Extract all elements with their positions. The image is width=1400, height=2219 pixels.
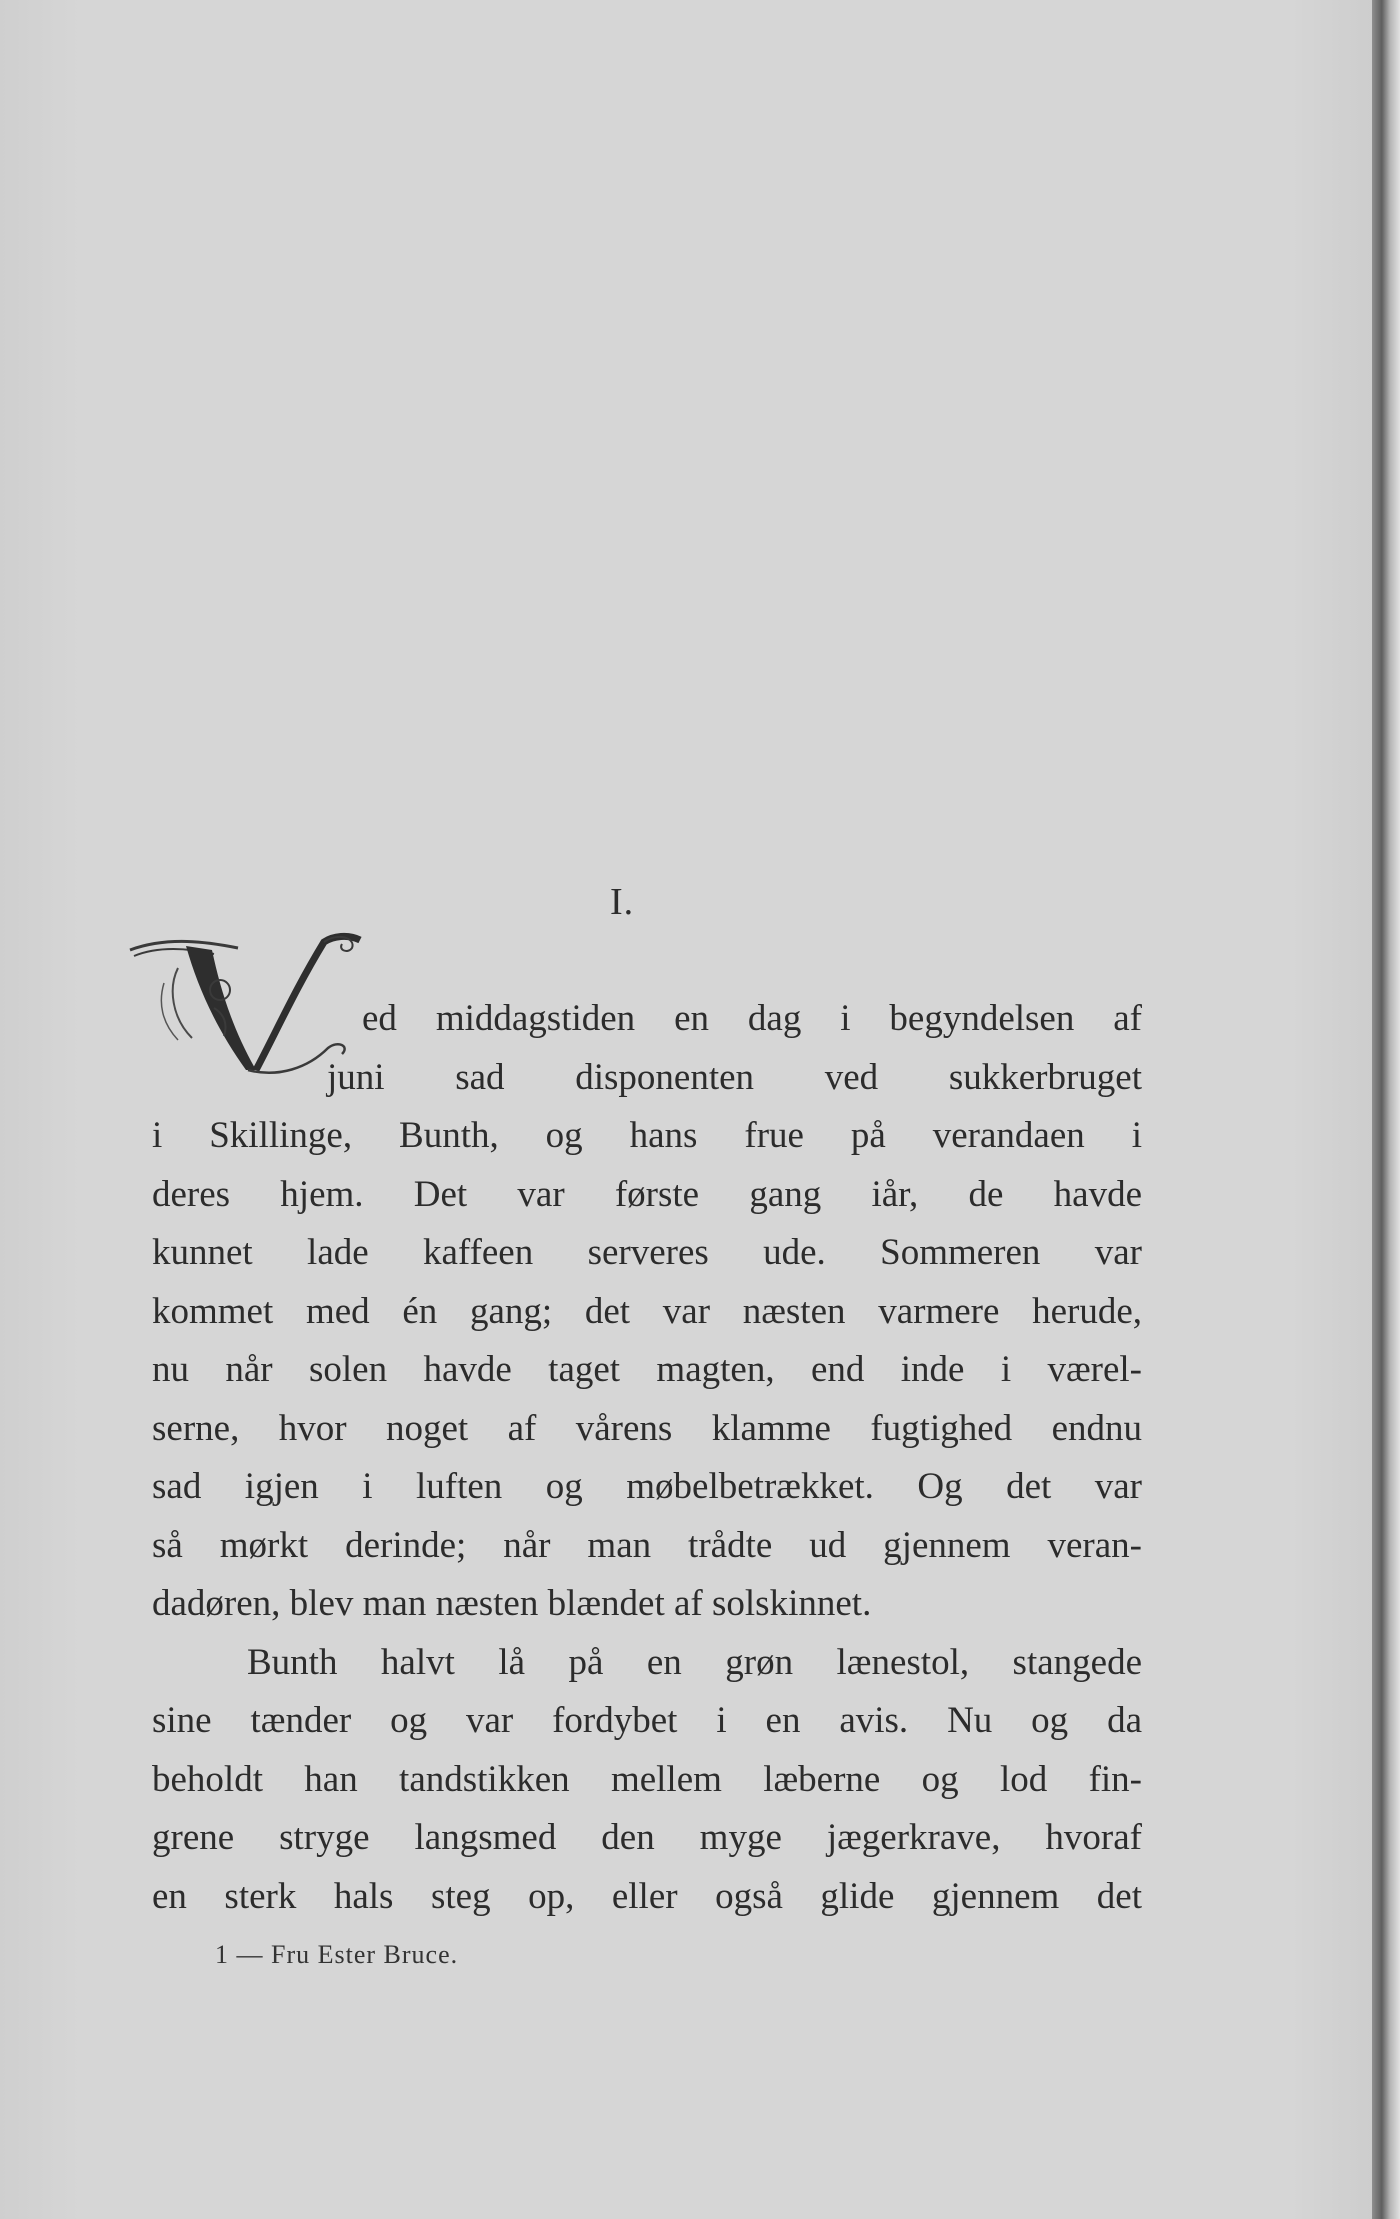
- text-line: grene stryge langsmed den myge jægerkrave, hvoraf: [152, 1817, 1142, 1858]
- text-line: serne, hvor noget af vårens klamme fugtighed endnu: [152, 1407, 1142, 1449]
- text-line: deres hjem. Det var første gang iår, de havde: [152, 1173, 1142, 1215]
- text-line: dadøren, blev man næsten blændet af solskinnet.: [152, 1583, 872, 1624]
- text-line: en sterk hals steg op, eller også glide gjennem det: [152, 1875, 1142, 1917]
- text-line: nu når solen havde taget magten, end inde i værel-: [152, 1349, 1142, 1390]
- text-line: kunnet lade kaffeen serveres ude. Sommeren var: [152, 1232, 1142, 1273]
- text-line: sad igjen i luften og møbelbetrækket. Og det var: [152, 1466, 1142, 1507]
- chapter-number: I.: [610, 881, 635, 923]
- text-line: kommet med én gang; det var næsten varmere herude,: [152, 1290, 1142, 1332]
- chapter-text: [152, 990, 1142, 1926]
- text-line: beholdt han tandstikken mellem læberne og lod fin-: [152, 1758, 1142, 1800]
- text-line: så mørkt derinde; når man trådte ud gjennem veran-: [152, 1524, 1142, 1566]
- text-line: juni sad disponenten ved sukkerbruget: [327, 1056, 1142, 1098]
- text-line: Bunth halvt lå på en grøn lænestol, stangede: [247, 1641, 1142, 1683]
- page-footer-signature: 1 — Fru Ester Bruce.: [215, 1940, 459, 1969]
- text-line: sine tænder og var fordybet i en avis. Nu og da: [152, 1700, 1142, 1741]
- book-spine-edge: [1372, 0, 1400, 2219]
- text-line: i Skillinge, Bunth, og hans frue på verandaen i: [152, 1115, 1142, 1156]
- text-line: ed middagstiden en dag i begyndelsen af: [362, 998, 1142, 1039]
